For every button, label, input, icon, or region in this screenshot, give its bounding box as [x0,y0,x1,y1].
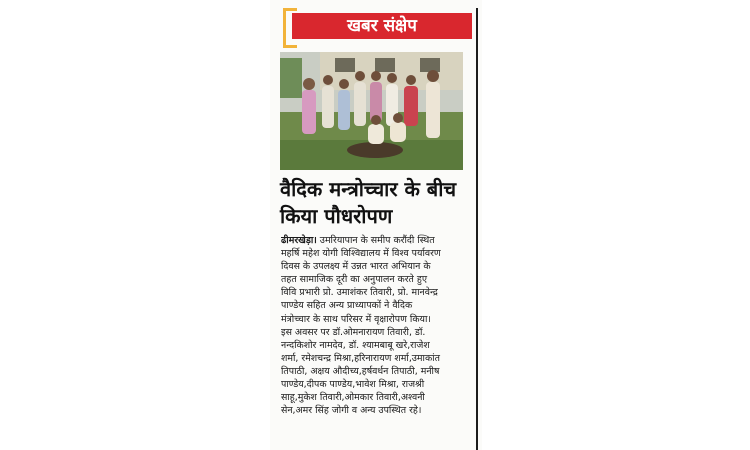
tree-planting-photo [280,52,463,170]
article-line: दिवस के उपलक्ष्य में उन्नत भारत अभियान के [281,261,431,273]
article-line: सेन,अमर सिंह जोगी व अन्य उपस्थित रहे। [281,405,422,417]
column-rule [476,8,478,450]
dateline: ढीमरखेड़ा। [281,235,317,246]
headline-line-2: किया पौधरोपण [280,204,393,228]
article-line: विवि प्रभारी प्रो. उमाशंकर तिवारी, प्रो. मानवेन्द्र [281,287,438,299]
article-line: महर्षि महेश योगी विश्विद्यालय में विश्व पर्यावरण [281,248,441,260]
headline [280,176,470,230]
article-line: तहत सामाजिक दूरी का अनुपालन करते हुए [281,274,428,286]
news-photo [280,52,463,170]
article-line: तिपाठी, अक्षय औदीच्य,हर्षवर्धन तिपाठी, मनीष [281,365,440,377]
article-line: शर्मा, रमेशचन्द्र मिश्रा,हरिनारायण शर्मा,उमाकांत [281,352,440,364]
section-banner: खबर संक्षेप [292,13,472,39]
article-line: ढीमरखेड़ा। उमरियापान के समीप करौंदी स्थित [281,235,435,246]
article-line: पाण्डेय,दीपक पाण्डेय,भावेश मिश्रा, राजश्री [281,379,425,391]
article-line: मंत्रोच्चार के साथ परिसर में वृक्षारोपण किया। [281,313,431,325]
article-body [281,234,469,417]
article-line: पाण्डेय सहित अन्य प्राध्यापकों ने वैदिक [281,300,413,312]
article-line: नन्दकिशोर नामदेव, डॉ. श्यामबाबू खरे,राजेश [281,339,430,351]
headline-line-1: वैदिक मन्त्रोच्चार के बीच [280,177,457,201]
article-line: इस अवसर पर डॉ.ओमनारायण तिवारी, डॉ. [281,326,426,338]
article-line: साहू,मुकेश तिवारी,ओमकार तिवारी,अश्वनी [281,392,425,404]
